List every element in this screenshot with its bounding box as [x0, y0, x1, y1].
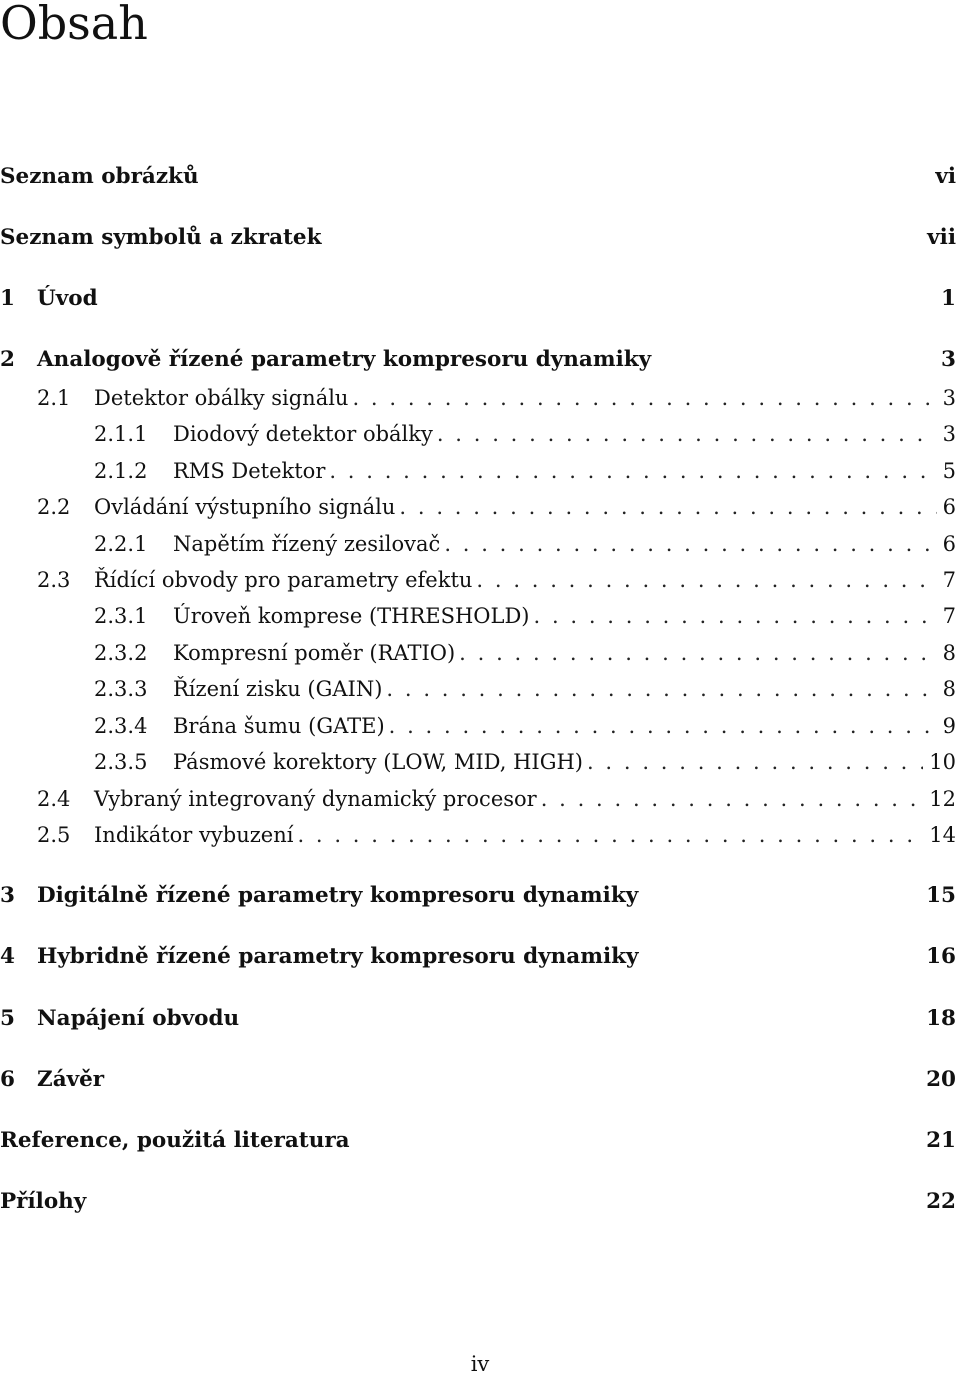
- toc-leader-dots: [399, 492, 936, 522]
- toc-section-2-5[interactable]: [0, 820, 956, 850]
- toc-entry-title: Řídící obvody pro parametry efektu: [94, 568, 473, 592]
- toc-section-2-4[interactable]: [0, 784, 956, 814]
- toc-entry-title: Seznam obrázků: [0, 164, 199, 189]
- toc-entry-title: Úroveň komprese (THRESHOLD): [173, 604, 530, 628]
- toc-entry-title: Indikátor vybuzení: [94, 823, 294, 847]
- toc-entry-number: 2.1.1: [94, 422, 148, 446]
- toc-section-2-1[interactable]: [0, 383, 956, 413]
- toc-leader-dots: [297, 820, 923, 850]
- toc-entry-number: 5: [0, 1006, 15, 1031]
- toc-entry-number: 3: [0, 883, 15, 908]
- toc-entry-title: Úvod: [37, 286, 98, 311]
- toc-leader-dots: [541, 784, 924, 814]
- toc-entry-number: 2.1: [37, 386, 71, 410]
- toc-entry-number: 2.1.2: [94, 459, 148, 483]
- toc-entry-title: Napětím řízený zesilovač: [173, 532, 441, 556]
- toc-entry-title: Kompresní poměr (RATIO): [173, 641, 456, 665]
- toc-entry-page: vi: [935, 164, 956, 189]
- toc-entry-page: 3: [942, 422, 956, 446]
- toc-entry-number: 2.3.2: [94, 641, 148, 665]
- toc-leader-dots: [476, 565, 936, 595]
- toc-entry-page: 10: [929, 750, 956, 774]
- toc-entry-page: 8: [942, 641, 956, 665]
- toc-leader-dots: [389, 711, 937, 741]
- toc-leader-dots: [534, 601, 937, 631]
- toc-subsection-2-3-4[interactable]: [0, 711, 956, 741]
- toc-entry-list-of-symbols[interactable]: [0, 223, 956, 253]
- toc-subsection-2-3-2[interactable]: [0, 638, 956, 668]
- toc-entry-page: 6: [942, 495, 956, 519]
- toc-entry-page: 3: [942, 386, 956, 410]
- toc-entry-references[interactable]: [0, 1126, 956, 1156]
- toc-entry-page: 6: [942, 532, 956, 556]
- toc-leader-dots: [329, 456, 936, 486]
- toc-entry-page: 1: [941, 286, 956, 311]
- toc-entry-number: 2.5: [37, 823, 71, 847]
- toc-entry-number: 6: [0, 1067, 15, 1092]
- toc-entry-title: Reference, použitá literatura: [0, 1128, 350, 1153]
- toc-leader-dots: [352, 383, 936, 413]
- toc-entry-page: 22: [926, 1189, 956, 1214]
- toc-entry-page: 8: [942, 677, 956, 701]
- toc-entry-page: 12: [929, 787, 956, 811]
- toc-entry-number: 2.3.4: [94, 714, 148, 738]
- toc-entry-title: Brána šumu (GATE): [173, 714, 385, 738]
- toc-entry-number: 2.2: [37, 495, 71, 519]
- toc-entry-page: 3: [941, 347, 956, 372]
- toc-entry-title: Digitálně řízené parametry kompresoru dynamiky: [37, 883, 639, 908]
- toc-entry-title: Řízení zisku (GAIN): [173, 677, 383, 701]
- toc-entry-page: vii: [927, 225, 956, 250]
- toc-entry-number: 2: [0, 347, 15, 372]
- toc-entry-title: Analogově řízené parametry kompresoru dynamiky: [37, 347, 652, 372]
- toc-subsection-2-1-1[interactable]: [0, 419, 956, 449]
- toc-entry-number: 1: [0, 286, 15, 311]
- toc-entry-number: 2.4: [37, 787, 71, 811]
- page-number: iv: [470, 1352, 490, 1376]
- toc-entry-number: 2.3.5: [94, 750, 148, 774]
- toc-entry-title: Napájení obvodu: [37, 1006, 240, 1031]
- toc-subsection-2-3-5[interactable]: [0, 747, 956, 777]
- toc-entry-title: Hybridně řízené parametry kompresoru dynamiky: [37, 944, 639, 969]
- toc-entry-page: 14: [929, 823, 956, 847]
- toc-entry-number: 2.2.1: [94, 532, 148, 556]
- toc-leader-dots: [437, 419, 937, 449]
- toc-subsection-2-1-2[interactable]: [0, 456, 956, 486]
- toc-leader-dots: [444, 529, 936, 559]
- toc-entry-page: 9: [942, 714, 956, 738]
- toc-entry-page: 16: [926, 944, 956, 969]
- toc-chapter-3[interactable]: [0, 881, 956, 911]
- toc-subsection-2-2-1[interactable]: [0, 529, 956, 559]
- toc-entry-title: RMS Detektor: [173, 459, 326, 483]
- toc-entry-title: Závěr: [37, 1067, 105, 1092]
- toc-entry-number: 2.3.1: [94, 604, 148, 628]
- toc-subsection-2-3-3[interactable]: [0, 674, 956, 704]
- toc-entry-number: 2.3: [37, 568, 71, 592]
- toc-entry-title: Detektor obálky signálu: [94, 386, 349, 410]
- toc-chapter-6[interactable]: [0, 1065, 956, 1095]
- toc-entry-page: 7: [942, 604, 956, 628]
- toc-entry-page: 15: [926, 883, 956, 908]
- toc-chapter-1[interactable]: [0, 284, 956, 314]
- toc-entry-number: 4: [0, 944, 15, 969]
- toc-subsection-2-3-1[interactable]: [0, 601, 956, 631]
- toc-chapter-4[interactable]: [0, 942, 956, 972]
- toc-entry-title: Přílohy: [0, 1189, 87, 1214]
- toc-leader-dots: [386, 674, 936, 704]
- toc-entry-page: 7: [942, 568, 956, 592]
- toc-entry-page: 21: [926, 1128, 956, 1153]
- toc-section-2-2[interactable]: [0, 492, 956, 522]
- toc-entry-list-of-figures[interactable]: [0, 162, 956, 192]
- toc-entry-page: 20: [926, 1067, 956, 1092]
- toc-entry-page: 18: [926, 1006, 956, 1031]
- toc-entry-title: Pásmové korektory (LOW, MID, HIGH): [173, 750, 583, 774]
- toc-entry-page: 5: [942, 459, 956, 483]
- page-title: Obsah: [0, 0, 148, 50]
- toc-entry-title: Diodový detektor obálky: [173, 422, 433, 446]
- toc-leader-dots: [459, 638, 936, 668]
- toc-chapter-2[interactable]: [0, 345, 956, 375]
- toc-entry-title: Seznam symbolů a zkratek: [0, 225, 322, 250]
- toc-section-2-3[interactable]: [0, 565, 956, 595]
- toc-leader-dots: [587, 747, 923, 777]
- toc-entry-appendices[interactable]: [0, 1187, 956, 1217]
- toc-entry-number: 2.3.3: [94, 677, 148, 701]
- toc-entry-title: Ovládání výstupního signálu: [94, 495, 396, 519]
- toc-chapter-5[interactable]: [0, 1004, 956, 1034]
- toc-entry-title: Vybraný integrovaný dynamický procesor: [94, 787, 537, 811]
